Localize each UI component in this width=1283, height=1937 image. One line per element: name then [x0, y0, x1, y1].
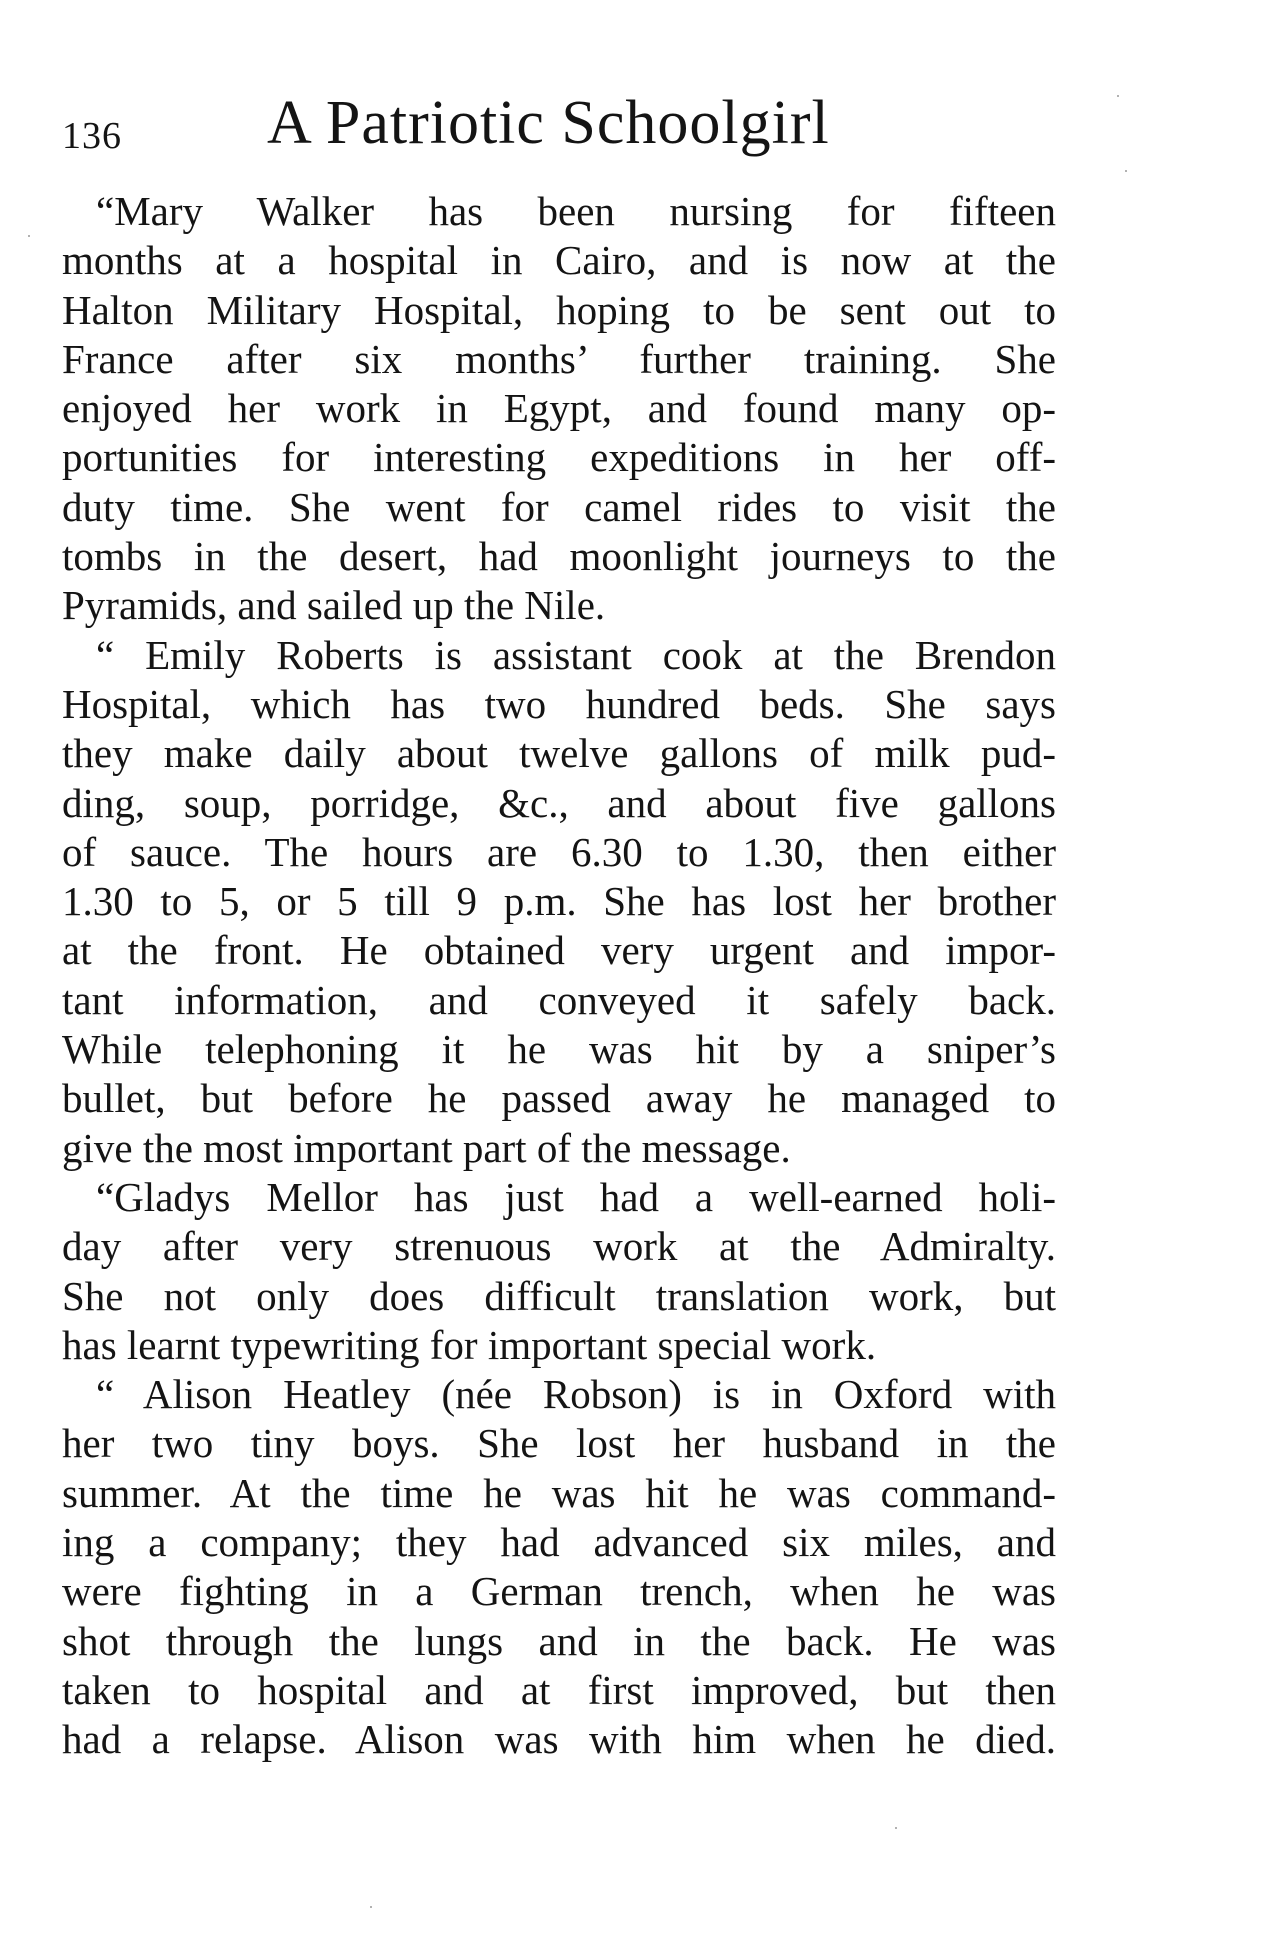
page-header: [62, 88, 1062, 168]
text-line: ing a company; they had advanced six miles, and: [62, 1519, 1056, 1566]
text-line: summer. At the time he was hit he was command-: [62, 1469, 1056, 1516]
paper-speck: [1117, 95, 1119, 97]
text-line: has learnt typewriting for important special work.: [62, 1321, 877, 1368]
text-line: day after very strenuous work at the Admiralty.: [62, 1223, 1056, 1270]
page-number: 136: [62, 115, 122, 157]
text-line: shot through the lungs and in the back. He was: [62, 1617, 1056, 1664]
text-line: Hospital, which has two hundred beds. She says: [62, 680, 1056, 727]
text-line: at the front. He obtained very urgent and impor-: [62, 927, 1056, 974]
paragraph-gladys-mellor: [62, 1173, 1056, 1370]
text-line: tant information, and conveyed it safely back.: [62, 976, 1056, 1023]
paper-speck: [370, 1906, 372, 1908]
text-line: ding, soup, porridge, &c., and about five gallons: [62, 779, 1056, 826]
text-line: She not only does difficult translation work, but: [62, 1272, 1056, 1319]
body-text: [62, 187, 1056, 1765]
text-line: “ Alison Heatley (née Robson) is in Oxford with: [96, 1371, 1056, 1418]
text-line: months at a hospital in Cairo, and is now at the: [62, 237, 1056, 284]
paper-speck: [1125, 170, 1127, 172]
text-line: her two tiny boys. She lost her husband in the: [62, 1420, 1056, 1467]
text-line: of sauce. The hours are 6.30 to 1.30, then either: [62, 828, 1056, 875]
text-line: 1.30 to 5, or 5 till 9 p.m. She has lost her brother: [62, 878, 1056, 925]
text-line: tombs in the desert, had moonlight journeys to the: [62, 533, 1056, 580]
paragraph-mary-walker: [62, 187, 1056, 631]
text-line: taken to hospital and at first improved, but then: [62, 1666, 1056, 1713]
running-title: A Patriotic Schoolgirl: [267, 89, 830, 157]
text-line: “Mary Walker has been nursing for fifteen: [96, 188, 1056, 234]
text-line: give the most important part of the message.: [62, 1124, 791, 1171]
text-line: While telephoning it he was hit by a sniper’s: [62, 1026, 1056, 1073]
text-line: had a relapse. Alison was with him when he died.: [62, 1716, 1056, 1763]
text-line: they make daily about twelve gallons of milk pud-: [62, 730, 1056, 777]
paper-speck: [895, 1827, 897, 1829]
text-line: portunities for interesting expeditions in her off-: [62, 434, 1056, 481]
paragraph-emily-roberts: [62, 631, 1056, 1173]
text-line: “Gladys Mellor has just had a well-earned holi-: [96, 1173, 1056, 1220]
text-line: Halton Military Hospital, hoping to be sent out to: [62, 286, 1056, 333]
text-line: Pyramids, and sailed up the Nile.: [62, 582, 606, 629]
text-line: bullet, but before he passed away he managed to: [62, 1075, 1056, 1122]
paragraph-alison-heatley: [62, 1370, 1056, 1764]
text-line: “ Emily Roberts is assistant cook at the Brendon: [96, 631, 1056, 678]
paper-speck: [28, 235, 30, 237]
text-line: were fighting in a German trench, when he was: [62, 1568, 1056, 1615]
text-line: duty time. She went for camel rides to visit the: [62, 483, 1056, 530]
text-line: France after six months’ further training. She: [62, 335, 1056, 382]
text-line: enjoyed her work in Egypt, and found many op-: [62, 385, 1056, 432]
